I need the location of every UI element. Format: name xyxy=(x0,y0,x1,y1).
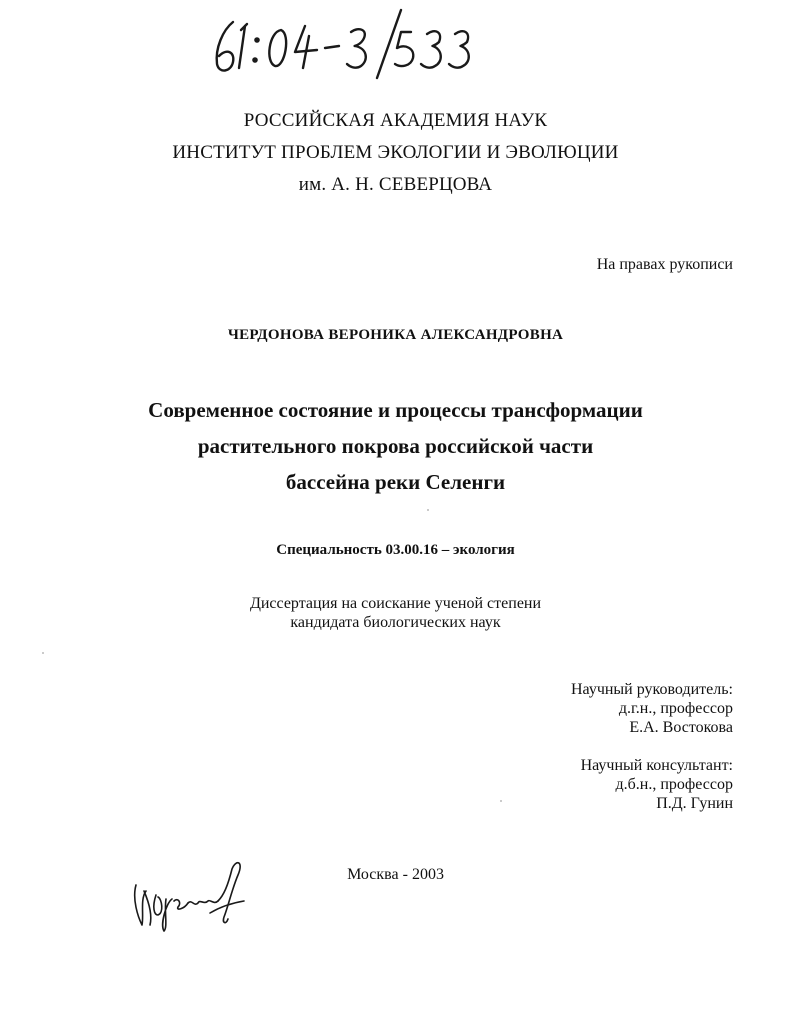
institution-block xyxy=(0,105,791,201)
dissertation-degree xyxy=(0,594,791,632)
degree-line-2: кандидата биологических наук xyxy=(290,614,501,631)
supervisor-degree: д.г.н., профессор xyxy=(618,700,733,717)
consultant-name: П.Д. Гунин xyxy=(656,795,733,812)
degree-line-1: Диссертация на соискание ученой степени xyxy=(249,595,542,612)
paper-speck xyxy=(42,652,44,654)
title-line-3: бассейна реки Селенги xyxy=(285,470,506,494)
author-name: ЧЕРДОНОВА ВЕРОНИКА АЛЕКСАНДРОВНА xyxy=(227,327,564,343)
paper-speck xyxy=(427,509,429,511)
rights-note: На правах рукописи xyxy=(596,256,733,273)
consultant-degree: д.б.н., профессор xyxy=(615,776,733,793)
title-line-1: Современное состояние и процессы трансформации xyxy=(148,398,643,422)
city-and-year: Москва - 2003 xyxy=(347,866,444,883)
consultant-label: Научный консультант: xyxy=(580,757,733,774)
scientific-consultant xyxy=(581,756,733,813)
institution-line-institute: ИНСТИТУТ ПРОБЛЕМ ЭКОЛОГИИ И ЭВОЛЮЦИИ xyxy=(172,142,619,163)
scientific-supervisor xyxy=(571,680,733,737)
dissertation-title xyxy=(0,392,791,500)
supervisor-name: Е.А. Востокова xyxy=(629,719,733,736)
title-line-2: растительного покрова российской части xyxy=(197,434,594,458)
paper-speck xyxy=(500,800,502,802)
supervisor-label: Научный руководитель: xyxy=(570,681,733,698)
handwritten-archive-code xyxy=(205,8,485,80)
institution-line-academy: РОССИЙСКАЯ АКАДЕМИЯ НАУК xyxy=(243,110,548,131)
specialty: Специальность 03.00.16 – экология xyxy=(276,542,515,558)
institution-line-named-after: им. А. Н. СЕВЕРЦОВА xyxy=(298,174,493,195)
handwritten-code-text: 61:04-3/533 xyxy=(205,8,210,9)
